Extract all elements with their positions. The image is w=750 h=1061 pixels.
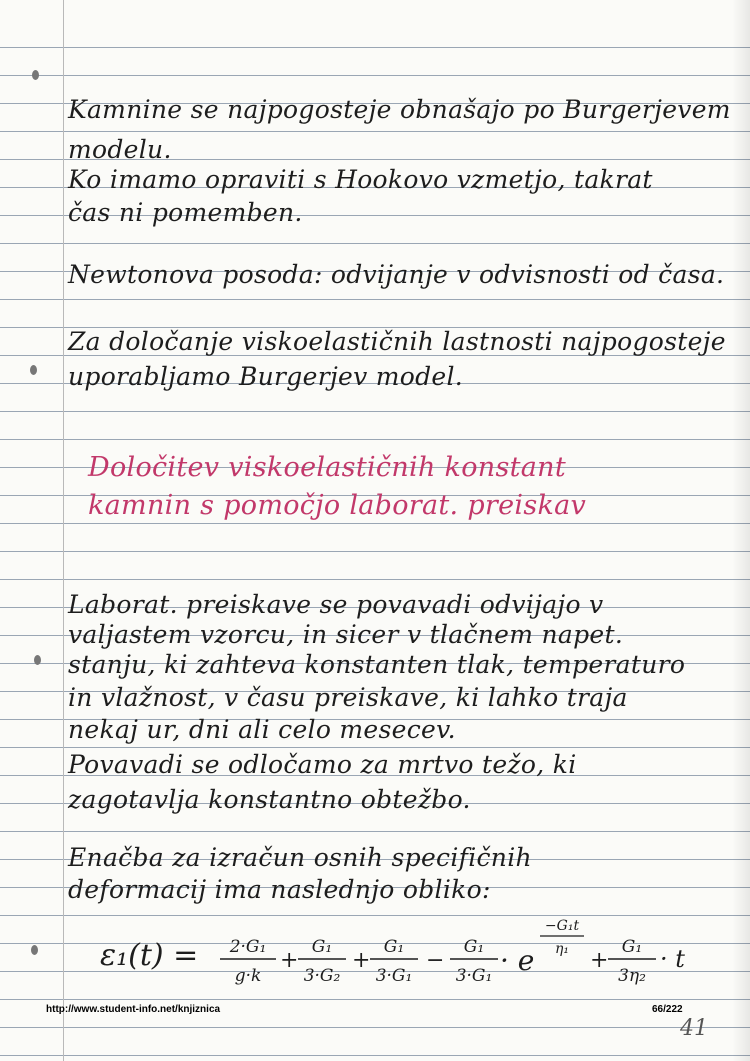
text-line: čas ni pomemben. xyxy=(68,198,303,227)
text-line: uporabljamo Burgerjev model. xyxy=(68,362,464,391)
formula-plus: + xyxy=(280,948,299,973)
text-line: zagotavlja konstantno obtežbo. xyxy=(68,785,471,814)
formula-term3-num: G₁ xyxy=(383,937,405,957)
formula-minus: − xyxy=(426,948,445,973)
text-line: deformacij ima naslednjo obliko: xyxy=(68,875,491,904)
text-line: nekaj ur, dni ali celo mesecev. xyxy=(68,715,456,744)
text-line: valjastem vzorcu, in sicer v tlačnem napet. xyxy=(68,620,624,649)
formula-exp-base: · e xyxy=(500,944,535,977)
formula-term2-den: 3·G₂ xyxy=(303,966,341,986)
formula-lhs: ε₁(t) = xyxy=(100,938,199,973)
text-line: stanju, ki zahteva konstanten tlak, temperaturo xyxy=(68,650,686,679)
text-line: in vlažnost, v času preiskave, ki lahko traja xyxy=(68,683,628,712)
formula-term5-den: 3η₂ xyxy=(618,966,646,986)
strain-equation xyxy=(100,915,700,995)
formula-term5-num: G₁ xyxy=(621,937,643,957)
text-line: Ko imamo opraviti s Hookovo vzmetjo, takrat xyxy=(68,165,653,194)
text-line: Enačba za izračun osnih specifičnih xyxy=(68,843,532,872)
section-heading: Določitev viskoelastičnih konstant xyxy=(88,452,566,483)
punch-hole xyxy=(32,70,39,80)
footer-url: http://www.student-info.net/knjiznica xyxy=(46,1004,221,1015)
page-edge-shadow xyxy=(732,0,750,1061)
punch-hole xyxy=(31,945,38,955)
formula-term4-den: 3·G₁ xyxy=(455,966,493,986)
formula-term3-den: 3·G₁ xyxy=(375,966,413,986)
margin-line xyxy=(63,0,64,1061)
section-heading: kamnin s pomočjo laborat. preiskav xyxy=(88,490,587,521)
formula-plus: + xyxy=(590,948,609,973)
formula-tail: · t xyxy=(660,945,685,973)
formula-term1-den: g·k xyxy=(234,966,262,986)
formula-term2-num: G₁ xyxy=(311,937,333,957)
formula-plus: + xyxy=(352,948,371,973)
formula-term4-num: G₁ xyxy=(463,937,485,957)
formula-term1-num: 2·G₁ xyxy=(229,937,267,957)
text-line: Povavadi se odločamo za mrtvo težo, ki xyxy=(68,750,577,779)
text-line: Kamnine se najpogosteje obnašajo po Burgerjevem xyxy=(68,95,731,124)
handwritten-page-number: 41 xyxy=(680,1016,708,1041)
formula-exponent-num: −G₁t xyxy=(544,918,580,934)
punch-hole xyxy=(34,655,41,665)
footer-page-number: 66/222 xyxy=(652,1004,683,1015)
punch-hole xyxy=(30,365,37,375)
text-line: Za določanje viskoelastičnih lastnosti najpogosteje xyxy=(68,327,726,356)
text-line: modelu. xyxy=(68,135,172,164)
text-line: Laborat. preiskave se povavadi odvijajo v xyxy=(68,590,604,619)
formula-exponent-den: η₁ xyxy=(555,941,569,957)
text-line: Newtonova posoda: odvijanje v odvisnosti od časa. xyxy=(68,260,725,289)
